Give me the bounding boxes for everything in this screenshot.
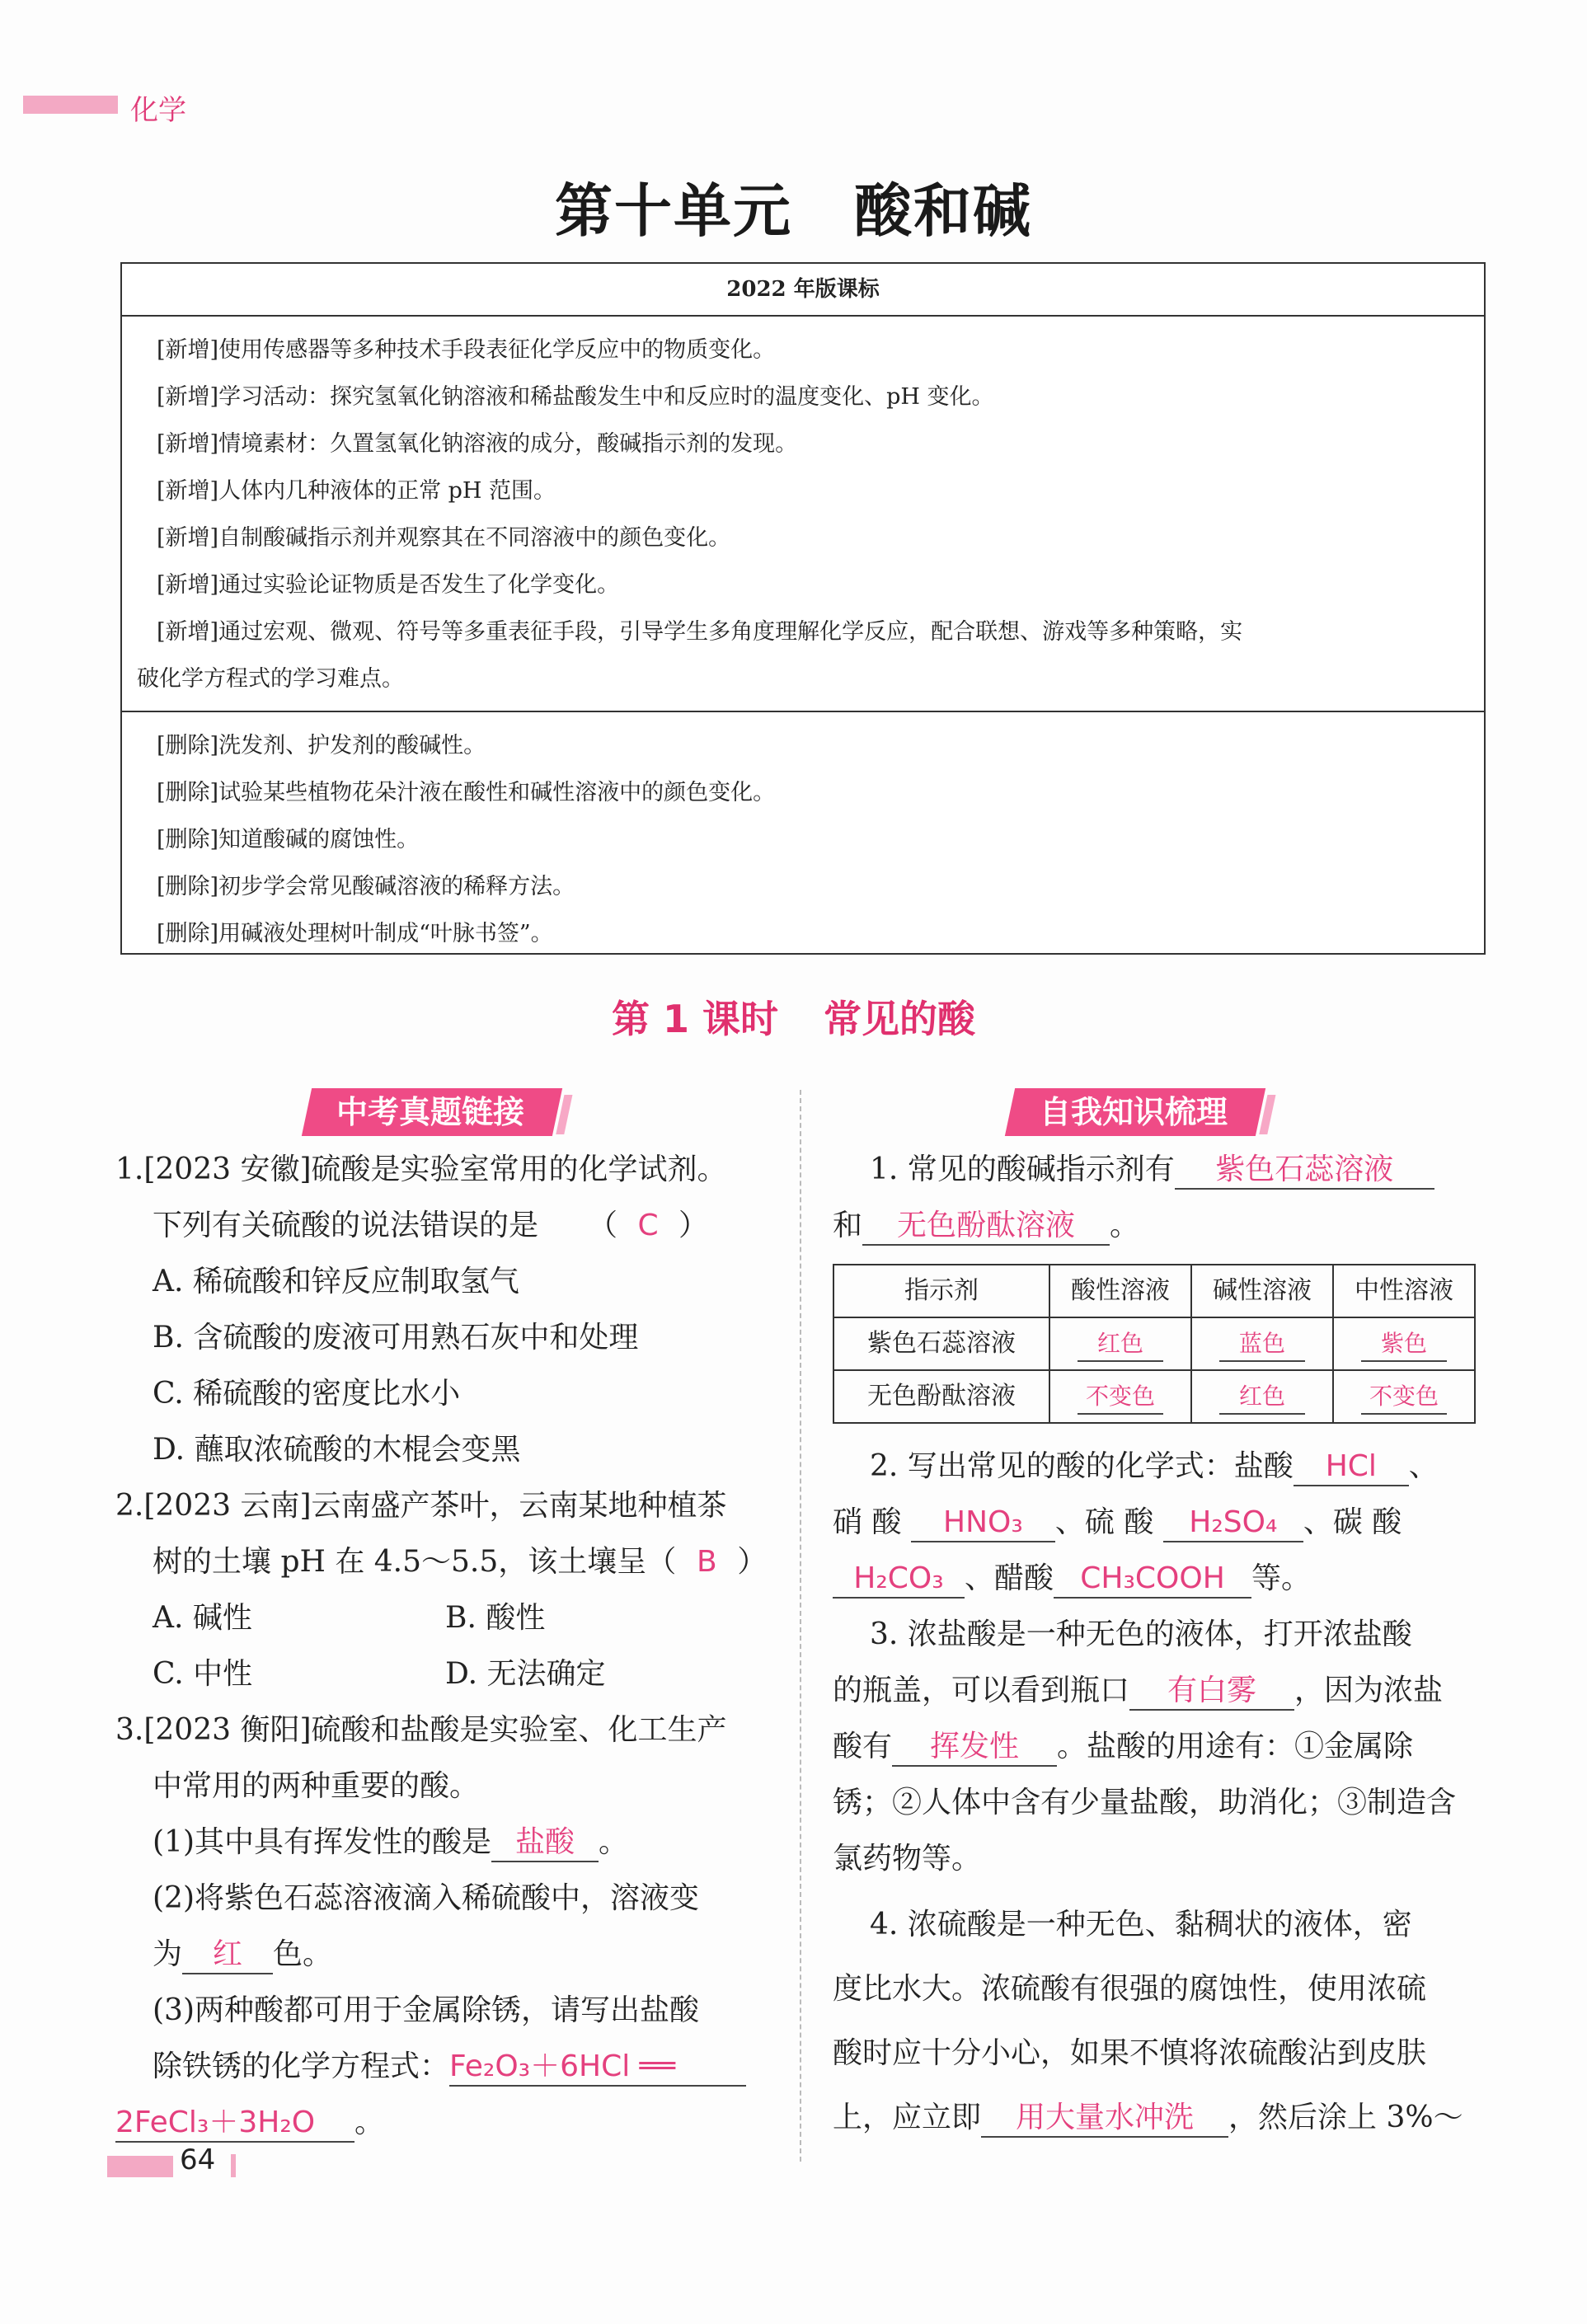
question-3-part-3: (3)两种酸都可用于金属除锈，请写出盐酸 xyxy=(153,1993,699,2027)
question-2-options-cd xyxy=(115,1646,775,1702)
knowledge-1: 1. 常见的酸碱指示剂有 紫色石蕊溶液 xyxy=(833,1142,1484,1198)
knowledge-2: 2. 写出常见的酸的化学式：盐酸 HCl 、 xyxy=(833,1439,1484,1495)
exam-questions-column xyxy=(115,1142,775,2151)
knowledge-1-answer-1: 紫色石蕊溶液 xyxy=(1175,1152,1434,1190)
standard-added-item: [新增]使用传感器等多种技术手段表征化学反应中的物质变化。 xyxy=(157,337,776,363)
standard-added-item-continued: 破化学方程式的学习难点。 xyxy=(137,666,404,692)
unit-number: 第十单元 xyxy=(555,177,792,245)
question-2-stem: 2.[2023 云南]云南盛产茶叶，云南某地种植茶 xyxy=(115,1489,727,1523)
standard-removed-item: [删除]初步学会常见酸碱溶液的稀释方法。 xyxy=(157,874,575,899)
knowledge-4-cont: 度比水大。浓硫酸有很强的腐蚀性，使用浓硫 xyxy=(833,1972,1427,2006)
lesson-name: 常见的酸 xyxy=(824,997,976,1041)
knowledge-3-cont2: 酸有 挥发性 。盐酸的用途有：①金属除 xyxy=(833,1719,1484,1775)
standard-added-item: [新增]通过宏观、微观、符号等多重表征手段，引导学生多角度理解化学反应，配合联想、游戏等多种策略，实 xyxy=(157,619,1243,645)
lesson-title xyxy=(0,989,1587,1044)
unit-name: 酸和碱 xyxy=(854,177,1032,245)
question-3-part-3-cont: 除铁锈的化学方程式：Fe₂O₃＋6HCl ══ xyxy=(115,2039,775,2095)
table-cell-indicator: 无色酚酞溶液 xyxy=(833,1370,1049,1423)
question-3-part-1-answer: 盐酸 xyxy=(491,1824,599,1862)
exam-links-badge: 中考真题链接 xyxy=(302,1088,562,1136)
table-header-row xyxy=(833,1265,1475,1317)
knowledge-2-cont2: H₂CO₃ 、醋酸 CH₃COOH 等。 xyxy=(833,1551,1484,1607)
knowledge-3-answer-2: 挥发性 xyxy=(892,1729,1057,1767)
question-3-stem-cont: 中常用的两种重要的酸。 xyxy=(153,1769,480,1803)
question-2-option-d: D. 无法确定 xyxy=(445,1657,606,1691)
table-header: 指示剂 xyxy=(833,1265,1049,1317)
footer-accent-bar xyxy=(107,2156,173,2177)
standards-added-section xyxy=(122,317,1484,712)
table-cell: 红色 xyxy=(1049,1317,1191,1370)
lesson-number: 第 1 课时 xyxy=(611,997,779,1041)
knowledge-1-cont: 和 无色酚酞溶液 。 xyxy=(833,1198,1484,1254)
curriculum-standards-box xyxy=(120,262,1486,955)
knowledge-4-cont2: 酸时应十分小心，如果不慎将浓硫酸沾到皮肤 xyxy=(833,2036,1427,2070)
question-2-option-c: C. 中性 xyxy=(153,1657,253,1691)
header-accent-bar xyxy=(23,96,118,114)
table-cell-indicator: 紫色石蕊溶液 xyxy=(833,1317,1049,1370)
standards-removed-section xyxy=(122,712,1484,965)
table-cell: 紫色 xyxy=(1333,1317,1475,1370)
unit-title xyxy=(0,165,1587,248)
standard-added-item: [新增]自制酸碱指示剂并观察其在不同溶液中的颜色变化。 xyxy=(157,525,731,551)
question-3-part-3-cont2: 2FeCl₃＋3H₂O 。 xyxy=(115,2095,775,2151)
standard-added-item: [新增]人体内几种液体的正常 pH 范围。 xyxy=(157,478,556,504)
question-2-stem-cont: 树的土壤 pH 在 4.5～5.5，该土壤呈（ B ） xyxy=(115,1534,775,1590)
knowledge-3-cont4: 氯药物等。 xyxy=(833,1842,982,1876)
formula-ch3cooh: CH₃COOH xyxy=(1054,1561,1251,1599)
formula-hcl: HCl xyxy=(1294,1448,1409,1486)
question-2-option-b: B. 酸性 xyxy=(445,1601,546,1635)
table-header: 酸性溶液 xyxy=(1049,1265,1191,1317)
question-1-option-d: D. 蘸取浓硫酸的木棍会变黑 xyxy=(153,1433,521,1467)
column-divider xyxy=(800,1090,801,2162)
question-1-option-b: B. 含硫酸的废液可用熟石灰中和处理 xyxy=(153,1321,639,1354)
question-3-part-2-answer: 红 xyxy=(182,1937,273,1974)
standards-heading: 2022 年版课标 xyxy=(122,264,1484,317)
knowledge-2-cont: 硝 酸 HNO₃ 、硫 酸 H₂SO₄ 、碳 酸 xyxy=(833,1495,1484,1551)
standard-removed-item: [删除]试验某些植物花朵汁液在酸性和碱性溶液中的颜色变化。 xyxy=(157,780,776,805)
table-header: 中性溶液 xyxy=(1333,1265,1475,1317)
question-3-part-2: (2)将紫色石蕊溶液滴入稀硫酸中，溶液变 xyxy=(153,1881,699,1915)
knowledge-review-badge: 自我知识梳理 xyxy=(1005,1088,1265,1136)
knowledge-3-cont3: 锈；②人体中含有少量盐酸，助消化；③制造含 xyxy=(833,1786,1457,1819)
question-3-part-2-cont: 为 红 色。 xyxy=(115,1927,775,1983)
question-3-equation-part1: Fe₂O₃＋6HCl ══ xyxy=(449,2049,746,2087)
knowledge-4-answer: 用大量水冲洗 xyxy=(981,2100,1228,2138)
table-cell: 不变色 xyxy=(1333,1370,1475,1423)
table-cell: 红色 xyxy=(1191,1370,1333,1423)
question-1-answer: C xyxy=(637,1209,659,1242)
subject-label: 化学 xyxy=(130,94,186,127)
question-2-options-ab xyxy=(115,1590,775,1646)
knowledge-4-cont3: 上，应立即 用大量水冲洗 ，然后涂上 3%～ xyxy=(833,2090,1484,2146)
question-1-stem-cont: 下列有关硫酸的说法错误的是 （ C ） xyxy=(115,1198,775,1254)
knowledge-4: 4. 浓硫酸是一种无色、黏稠状的液体，密 xyxy=(870,1908,1412,1941)
indicator-color-table xyxy=(833,1264,1476,1424)
formula-hno3: HNO₃ xyxy=(911,1505,1055,1542)
question-1-option-c: C. 稀硫酸的密度比水小 xyxy=(153,1377,461,1411)
standard-removed-item: [删除]知道酸碱的腐蚀性。 xyxy=(157,827,420,852)
standard-added-item: [新增]通过实验论证物质是否发生了化学变化。 xyxy=(157,572,620,598)
question-2-answer: B xyxy=(696,1545,717,1579)
standard-removed-item: [删除]洗发剂、护发剂的酸碱性。 xyxy=(157,733,486,758)
table-cell: 蓝色 xyxy=(1191,1317,1333,1370)
table-row xyxy=(833,1370,1475,1423)
question-2-option-a: A. 碱性 xyxy=(153,1601,252,1635)
formula-h2so4: H₂SO₄ xyxy=(1163,1505,1303,1542)
knowledge-3: 3. 浓盐酸是一种无色的液体，打开浓盐酸 xyxy=(870,1617,1412,1651)
table-header: 碱性溶液 xyxy=(1191,1265,1333,1317)
standard-added-item: [新增]情境素材：久置氢氧化钠溶液的成分，酸碱指示剂的发现。 xyxy=(157,431,798,457)
question-3-stem: 3.[2023 衡阳]硫酸和盐酸是实验室、化工生产 xyxy=(115,1713,727,1747)
formula-h2co3: H₂CO₃ xyxy=(833,1561,965,1599)
knowledge-3-answer-1: 有白雾 xyxy=(1129,1673,1294,1711)
knowledge-review-column xyxy=(833,1142,1484,2146)
standard-removed-item: [删除]用碱液处理树叶制成“叶脉书签”。 xyxy=(157,921,553,946)
table-cell: 不变色 xyxy=(1049,1370,1191,1423)
page-number: 64 xyxy=(180,2143,216,2176)
standard-added-item: [新增]学习活动：探究氢氧化钠溶液和稀盐酸发生中和反应时的温度变化、pH 变化。 xyxy=(157,384,994,410)
question-1-stem: 1.[2023 安徽]硫酸是实验室常用的化学试剂。 xyxy=(115,1153,727,1186)
question-1-option-a: A. 稀硫酸和锌反应制取氢气 xyxy=(153,1265,519,1298)
footer-tick xyxy=(231,2154,236,2177)
knowledge-3-cont: 的瓶盖，可以看到瓶口 有白雾 ，因为浓盐 xyxy=(833,1663,1484,1719)
question-3-part-1: (1)其中具有挥发性的酸是 盐酸 。 xyxy=(115,1815,775,1871)
table-row xyxy=(833,1317,1475,1370)
question-3-equation-part2: 2FeCl₃＋3H₂O xyxy=(115,2105,354,2143)
knowledge-1-answer-2: 无色酚酞溶液 xyxy=(862,1208,1110,1246)
